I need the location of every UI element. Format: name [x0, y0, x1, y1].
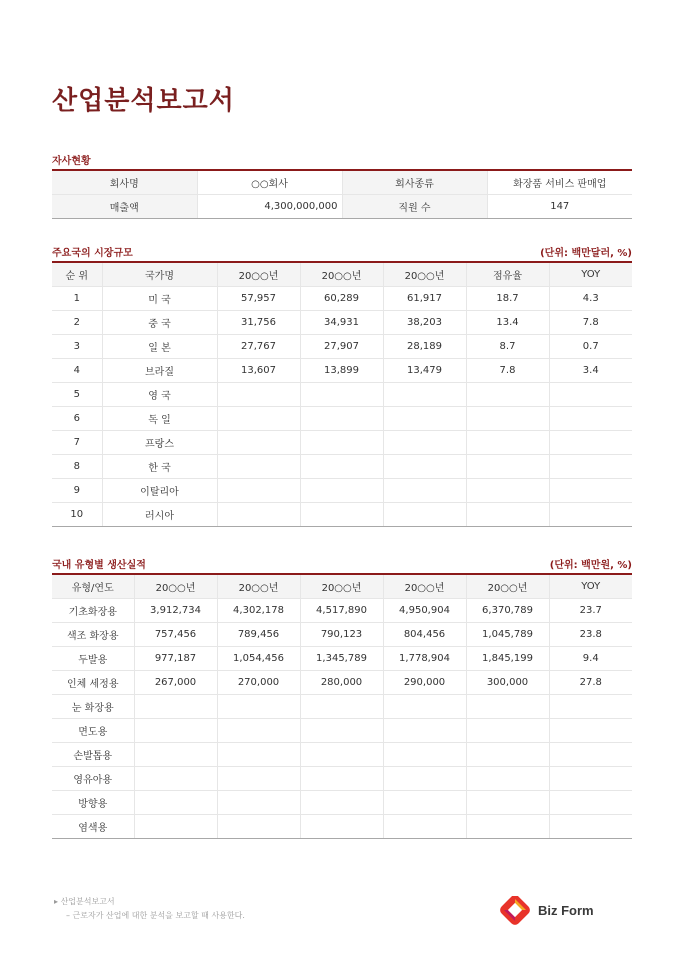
- market-cell: [549, 431, 632, 455]
- market-cell: [549, 383, 632, 407]
- production-cell: 977,187: [134, 647, 217, 671]
- production-cell: 9.4: [549, 647, 632, 671]
- production-cell: [300, 815, 383, 839]
- table-row: [52, 431, 632, 455]
- market-cell: 6: [52, 407, 102, 431]
- production-header-row: [52, 574, 632, 599]
- market-cell: 4: [52, 359, 102, 383]
- market-cell: 4.3: [549, 287, 632, 311]
- table-row: [52, 383, 632, 407]
- production-cell: [217, 815, 300, 839]
- market-cell: 3: [52, 335, 102, 359]
- production-cell: [466, 815, 549, 839]
- production-cell: 4,302,178: [217, 599, 300, 623]
- market-cell: 중 국: [102, 311, 217, 335]
- production-cell: [134, 743, 217, 767]
- market-cell: [217, 407, 300, 431]
- production-cell: 1,045,789: [466, 623, 549, 647]
- production-cell: 1,845,199: [466, 647, 549, 671]
- footer-bullet-icon: ▸: [54, 897, 59, 906]
- production-cell: 790,123: [300, 623, 383, 647]
- market-cell: 일 본: [102, 335, 217, 359]
- company-label-cell: 회사명: [52, 170, 197, 195]
- market-cell: 34,931: [300, 311, 383, 335]
- market-cell: 9: [52, 479, 102, 503]
- production-cell: [300, 719, 383, 743]
- unit-label-production: (단위: 백만원, %): [549, 560, 632, 571]
- production-cell: [217, 791, 300, 815]
- market-cell: [383, 383, 466, 407]
- market-cell: 브라질: [102, 359, 217, 383]
- market-cell: 38,203: [383, 311, 466, 335]
- market-cell: [466, 503, 549, 527]
- company-label-cell: 매출액: [52, 195, 197, 219]
- table-row: [52, 359, 632, 383]
- production-cell: 눈 화장용: [52, 695, 134, 719]
- section-title-market: 주요국의 시장규모: [52, 248, 133, 259]
- footer-line-1: 산업분석보고서: [60, 897, 115, 906]
- table-row: [52, 287, 632, 311]
- table-row: [52, 335, 632, 359]
- production-cell: 757,456: [134, 623, 217, 647]
- production-header-cell: 20○○년: [383, 574, 466, 599]
- market-cell: 7.8: [549, 311, 632, 335]
- market-cell: [300, 407, 383, 431]
- section-title-company: 자사현황: [52, 156, 91, 167]
- company-table: [52, 169, 632, 219]
- production-cell: 두발용: [52, 647, 134, 671]
- market-cell: 60,289: [300, 287, 383, 311]
- production-cell: 6,370,789: [466, 599, 549, 623]
- production-cell: 804,456: [383, 623, 466, 647]
- production-cell: 280,000: [300, 671, 383, 695]
- market-header-cell: 국가명: [102, 262, 217, 287]
- market-cell: 57,957: [217, 287, 300, 311]
- production-cell: 1,778,904: [383, 647, 466, 671]
- market-cell: 31,756: [217, 311, 300, 335]
- market-cell: 3.4: [549, 359, 632, 383]
- market-cell: 61,917: [383, 287, 466, 311]
- company-label-cell: 직원 수: [342, 195, 487, 219]
- production-cell: 789,456: [217, 623, 300, 647]
- bizform-logo: [500, 896, 610, 926]
- market-cell: 7: [52, 431, 102, 455]
- market-cell: 미 국: [102, 287, 217, 311]
- production-cell: [217, 719, 300, 743]
- production-cell: [217, 743, 300, 767]
- market-cell: [300, 383, 383, 407]
- market-cell: 영 국: [102, 383, 217, 407]
- market-cell: [300, 503, 383, 527]
- production-cell: 색조 화장용: [52, 623, 134, 647]
- production-cell: 기초화장용: [52, 599, 134, 623]
- production-cell: [549, 695, 632, 719]
- table-row: [52, 767, 632, 791]
- production-cell: [466, 719, 549, 743]
- market-cell: [466, 407, 549, 431]
- production-cell: 27.8: [549, 671, 632, 695]
- unit-label-market: (단위: 백만달러, %): [540, 248, 632, 259]
- market-cell: 0.7: [549, 335, 632, 359]
- market-cell: [383, 407, 466, 431]
- market-cell: [549, 455, 632, 479]
- production-cell: 300,000: [466, 671, 549, 695]
- market-cell: 28,189: [383, 335, 466, 359]
- market-header-row: [52, 262, 632, 287]
- table-row: [52, 695, 632, 719]
- production-cell: [383, 743, 466, 767]
- production-cell: [134, 695, 217, 719]
- market-table: [52, 261, 632, 527]
- market-cell: 1: [52, 287, 102, 311]
- production-table: [52, 573, 632, 839]
- company-row: [52, 170, 632, 195]
- production-header-cell: 20○○년: [217, 574, 300, 599]
- production-header-cell: 20○○년: [300, 574, 383, 599]
- market-cell: 27,907: [300, 335, 383, 359]
- table-row: [52, 503, 632, 527]
- table-row: [52, 791, 632, 815]
- market-cell: [466, 455, 549, 479]
- production-cell: [300, 743, 383, 767]
- production-cell: [466, 767, 549, 791]
- market-cell: 5: [52, 383, 102, 407]
- production-cell: 인체 세정용: [52, 671, 134, 695]
- market-cell: [466, 383, 549, 407]
- production-cell: [549, 815, 632, 839]
- production-cell: 290,000: [383, 671, 466, 695]
- production-cell: 염색용: [52, 815, 134, 839]
- table-row: [52, 647, 632, 671]
- production-cell: [383, 695, 466, 719]
- production-cell: [134, 791, 217, 815]
- table-row: [52, 599, 632, 623]
- market-cell: 13,479: [383, 359, 466, 383]
- production-cell: [383, 815, 466, 839]
- market-cell: [217, 503, 300, 527]
- production-header-cell: YOY: [549, 574, 632, 599]
- production-cell: 면도용: [52, 719, 134, 743]
- production-header-cell: 유형/연도: [52, 574, 134, 599]
- market-cell: 러시아: [102, 503, 217, 527]
- market-cell: [466, 431, 549, 455]
- market-cell: [300, 455, 383, 479]
- company-label-cell: 회사종류: [342, 170, 487, 195]
- market-header-cell: YOY: [549, 262, 632, 287]
- market-cell: [549, 479, 632, 503]
- market-header-cell: 점유율: [466, 262, 549, 287]
- market-cell: 10: [52, 503, 102, 527]
- production-header-cell: 20○○년: [466, 574, 549, 599]
- table-row: [52, 311, 632, 335]
- production-cell: [134, 815, 217, 839]
- production-cell: 1,054,456: [217, 647, 300, 671]
- production-cell: [383, 767, 466, 791]
- market-cell: 이탈리아: [102, 479, 217, 503]
- market-cell: [217, 479, 300, 503]
- market-cell: [549, 503, 632, 527]
- market-cell: [383, 431, 466, 455]
- production-cell: [466, 695, 549, 719]
- company-value-cell: 147: [487, 195, 632, 219]
- production-cell: 방향용: [52, 791, 134, 815]
- production-cell: [300, 791, 383, 815]
- production-cell: 3,912,734: [134, 599, 217, 623]
- market-cell: 2: [52, 311, 102, 335]
- market-cell: [383, 503, 466, 527]
- production-cell: [300, 767, 383, 791]
- market-cell: [383, 479, 466, 503]
- production-cell: [300, 695, 383, 719]
- production-cell: 23.8: [549, 623, 632, 647]
- market-cell: 독 일: [102, 407, 217, 431]
- production-cell: 4,517,890: [300, 599, 383, 623]
- production-cell: [549, 743, 632, 767]
- bizform-logo-text: Biz Form: [538, 903, 594, 918]
- market-cell: 8: [52, 455, 102, 479]
- section-title-production: 국내 유형별 생산실적: [52, 560, 146, 571]
- production-header-cell: 20○○년: [134, 574, 217, 599]
- production-cell: 1,345,789: [300, 647, 383, 671]
- market-header-cell: 20○○년: [383, 262, 466, 287]
- production-cell: 손발톱용: [52, 743, 134, 767]
- production-cell: [217, 767, 300, 791]
- production-cell: [134, 767, 217, 791]
- production-cell: [466, 743, 549, 767]
- company-row: [52, 195, 632, 219]
- production-cell: [383, 719, 466, 743]
- market-cell: 8.7: [466, 335, 549, 359]
- market-cell: [217, 383, 300, 407]
- production-cell: 4,950,904: [383, 599, 466, 623]
- market-cell: [300, 479, 383, 503]
- production-cell: [134, 719, 217, 743]
- company-value-cell: ○○회사: [197, 170, 342, 195]
- market-cell: [549, 407, 632, 431]
- bizform-logo-icon: [500, 896, 532, 926]
- market-cell: 7.8: [466, 359, 549, 383]
- table-row: [52, 479, 632, 503]
- production-cell: [549, 767, 632, 791]
- market-cell: [217, 455, 300, 479]
- page-title: 산업분석보고서: [52, 86, 235, 116]
- market-cell: 13.4: [466, 311, 549, 335]
- table-row: [52, 815, 632, 839]
- table-row: [52, 719, 632, 743]
- table-row: [52, 671, 632, 695]
- market-header-cell: 순 위: [52, 262, 102, 287]
- market-cell: 13,607: [217, 359, 300, 383]
- market-cell: 18.7: [466, 287, 549, 311]
- market-cell: [383, 455, 466, 479]
- production-cell: [466, 791, 549, 815]
- company-value-cell: 화장품 서비스 판매업: [487, 170, 632, 195]
- market-cell: 27,767: [217, 335, 300, 359]
- market-cell: [300, 431, 383, 455]
- market-cell: [217, 431, 300, 455]
- market-header-cell: 20○○년: [300, 262, 383, 287]
- market-cell: 13,899: [300, 359, 383, 383]
- footer-note: [54, 895, 245, 923]
- table-row: [52, 623, 632, 647]
- table-row: [52, 455, 632, 479]
- table-row: [52, 407, 632, 431]
- company-value-cell: 4,300,000,000: [197, 195, 342, 219]
- production-cell: 267,000: [134, 671, 217, 695]
- production-cell: [549, 791, 632, 815]
- table-row: [52, 743, 632, 767]
- production-cell: [549, 719, 632, 743]
- market-cell: 프랑스: [102, 431, 217, 455]
- production-cell: [217, 695, 300, 719]
- production-cell: 270,000: [217, 671, 300, 695]
- market-header-cell: 20○○년: [217, 262, 300, 287]
- production-cell: [383, 791, 466, 815]
- market-cell: [466, 479, 549, 503]
- market-cell: 한 국: [102, 455, 217, 479]
- footer-line-2: – 근로자가 산업에 대한 분석을 보고할 때 사용한다.: [66, 911, 245, 920]
- production-cell: 23.7: [549, 599, 632, 623]
- production-cell: 영유아용: [52, 767, 134, 791]
